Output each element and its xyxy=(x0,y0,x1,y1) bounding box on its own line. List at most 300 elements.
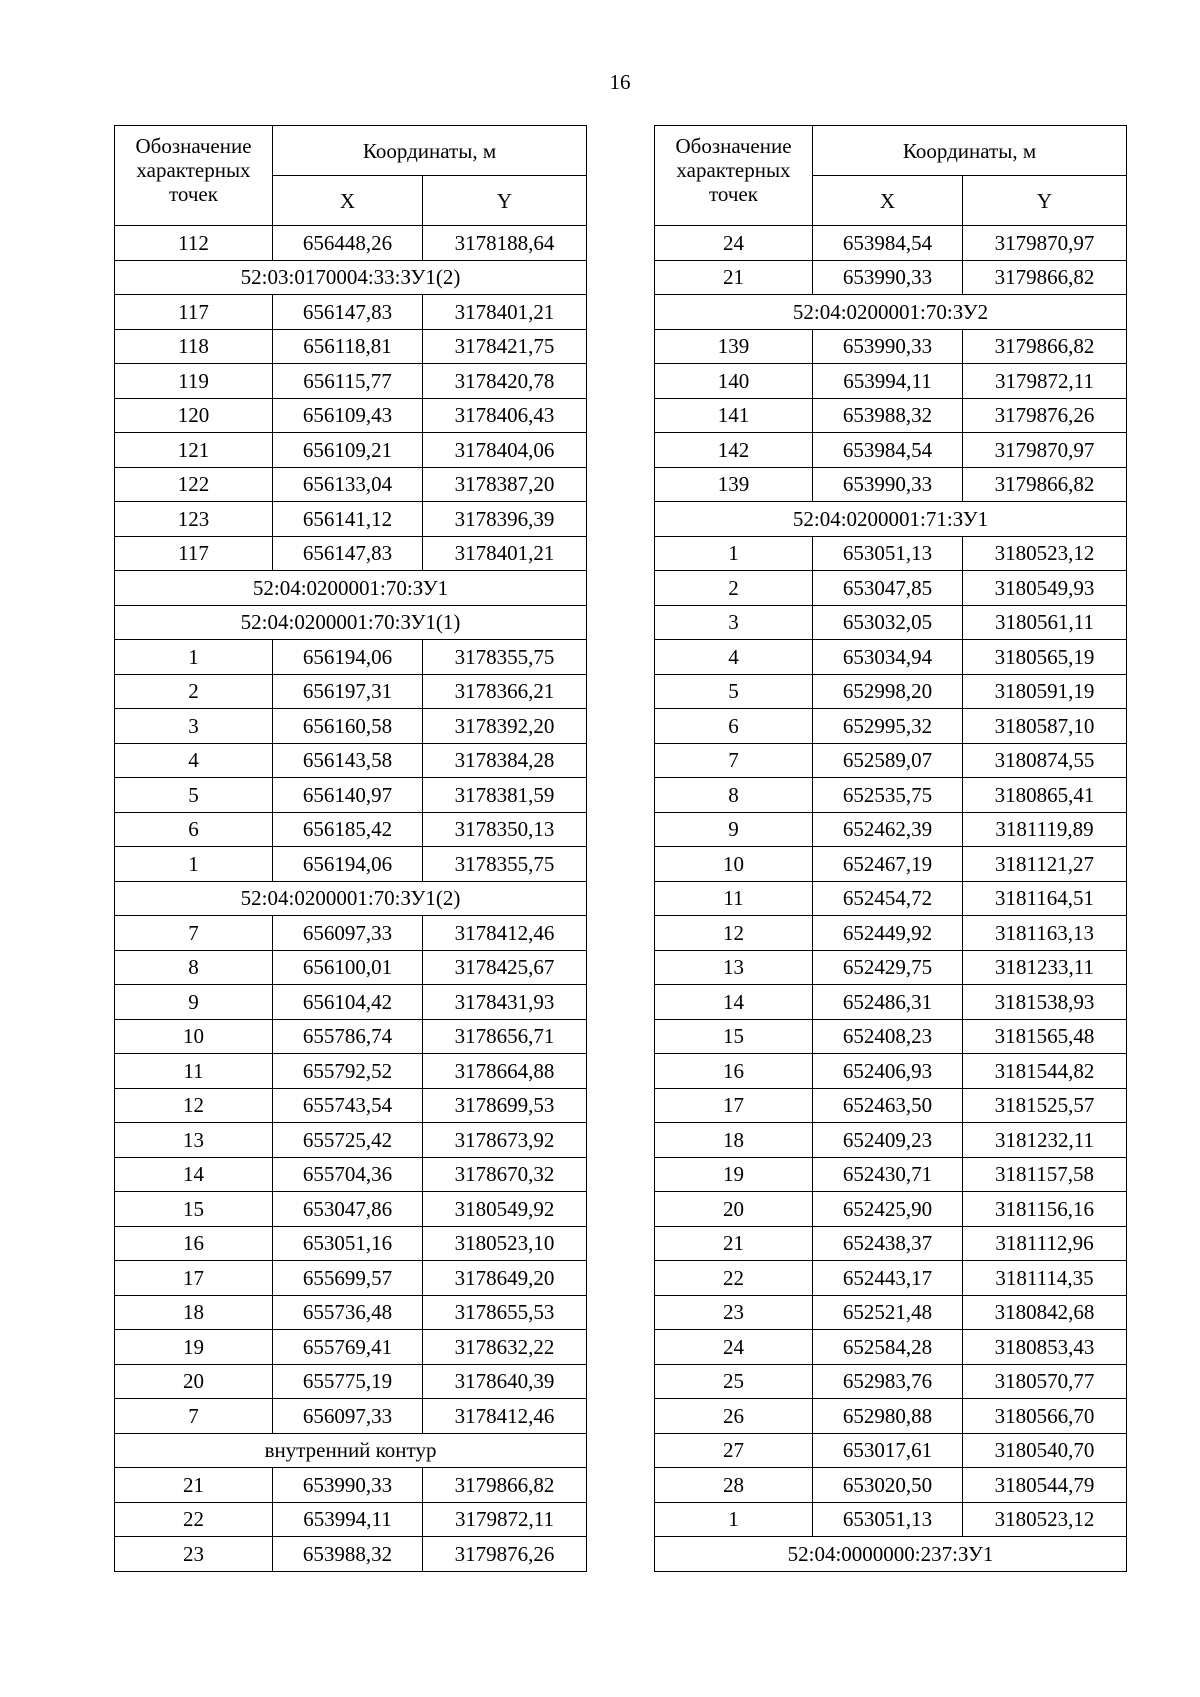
coord-x: 652995,32 xyxy=(813,709,963,744)
table-row xyxy=(655,536,1127,571)
section-row xyxy=(655,502,1127,537)
coord-y: 3178188,64 xyxy=(423,226,587,261)
section-row xyxy=(655,295,1127,330)
coord-y: 3179870,97 xyxy=(963,433,1127,468)
coord-x: 656118,81 xyxy=(273,329,423,364)
point-number: 24 xyxy=(655,1330,813,1365)
point-number: 11 xyxy=(115,1054,273,1089)
coord-y: 3181232,11 xyxy=(963,1123,1127,1158)
table-row xyxy=(115,1502,587,1537)
table-row xyxy=(655,985,1127,1020)
coord-x: 655786,74 xyxy=(273,1019,423,1054)
table-row xyxy=(655,916,1127,951)
coord-x: 652521,48 xyxy=(813,1295,963,1330)
coord-y: 3180565,19 xyxy=(963,640,1127,675)
coord-y: 3178350,13 xyxy=(423,812,587,847)
coord-x: 652430,71 xyxy=(813,1157,963,1192)
coord-x: 656109,21 xyxy=(273,433,423,468)
point-number: 140 xyxy=(655,364,813,399)
table-row xyxy=(115,1123,587,1158)
point-number: 123 xyxy=(115,502,273,537)
coord-y: 3180523,12 xyxy=(963,1502,1127,1537)
table-row xyxy=(115,812,587,847)
table-row xyxy=(655,364,1127,399)
coord-y: 3180523,10 xyxy=(423,1226,587,1261)
coord-y: 3180549,93 xyxy=(963,571,1127,606)
point-number: 8 xyxy=(655,778,813,813)
table-row xyxy=(115,674,587,709)
header-point-designation: Обозначение характерных точек xyxy=(115,126,273,226)
coord-y: 3178401,21 xyxy=(423,295,587,330)
coord-x: 656109,43 xyxy=(273,398,423,433)
point-number: 10 xyxy=(655,847,813,882)
point-number: 22 xyxy=(655,1261,813,1296)
section-label: 52:04:0000000:237:ЗУ1 xyxy=(655,1537,1127,1572)
coord-x: 652408,23 xyxy=(813,1019,963,1054)
point-number: 7 xyxy=(115,916,273,951)
point-number: 17 xyxy=(115,1261,273,1296)
coord-y: 3180874,55 xyxy=(963,743,1127,778)
coord-x: 656194,06 xyxy=(273,640,423,675)
table-row xyxy=(115,364,587,399)
table-row xyxy=(655,605,1127,640)
table-row xyxy=(655,1364,1127,1399)
coord-x: 652425,90 xyxy=(813,1192,963,1227)
coord-x: 656104,42 xyxy=(273,985,423,1020)
coord-x: 653051,13 xyxy=(813,1502,963,1537)
coord-y: 3181112,96 xyxy=(963,1226,1127,1261)
coord-y: 3181164,51 xyxy=(963,881,1127,916)
section-label: 52:04:0200001:70:ЗУ1(1) xyxy=(115,605,587,640)
coord-x: 656143,58 xyxy=(273,743,423,778)
point-number: 142 xyxy=(655,433,813,468)
point-number: 4 xyxy=(115,743,273,778)
coord-x: 655743,54 xyxy=(273,1088,423,1123)
coord-x: 656194,06 xyxy=(273,847,423,882)
point-number: 5 xyxy=(115,778,273,813)
section-row xyxy=(115,1433,587,1468)
coord-x: 652454,72 xyxy=(813,881,963,916)
coord-x: 653988,32 xyxy=(813,398,963,433)
table-row xyxy=(115,1054,587,1089)
table-row xyxy=(115,985,587,1020)
coord-y: 3178421,75 xyxy=(423,329,587,364)
coord-y: 3181544,82 xyxy=(963,1054,1127,1089)
point-number: 17 xyxy=(655,1088,813,1123)
table-row xyxy=(115,743,587,778)
point-number: 1 xyxy=(655,536,813,571)
coordinates-table-right xyxy=(654,125,1127,1572)
coord-y: 3180566,70 xyxy=(963,1399,1127,1434)
coord-x: 652462,39 xyxy=(813,812,963,847)
coord-y: 3178406,43 xyxy=(423,398,587,433)
coord-x: 652535,75 xyxy=(813,778,963,813)
coord-x: 653020,50 xyxy=(813,1468,963,1503)
table-row xyxy=(655,1295,1127,1330)
point-number: 18 xyxy=(655,1123,813,1158)
table-row xyxy=(115,950,587,985)
point-number: 2 xyxy=(115,674,273,709)
coord-y: 3178655,53 xyxy=(423,1295,587,1330)
page-number: 16 xyxy=(609,70,631,94)
coord-x: 652406,93 xyxy=(813,1054,963,1089)
coord-y: 3181233,11 xyxy=(963,950,1127,985)
table-row xyxy=(655,640,1127,675)
point-number: 9 xyxy=(115,985,273,1020)
point-number: 22 xyxy=(115,1502,273,1537)
table-row xyxy=(115,502,587,537)
section-row xyxy=(115,605,587,640)
table-row xyxy=(115,916,587,951)
table-row xyxy=(115,226,587,261)
coord-y: 3178664,88 xyxy=(423,1054,587,1089)
point-number: 139 xyxy=(655,329,813,364)
table-row xyxy=(655,1157,1127,1192)
coord-x: 653034,94 xyxy=(813,640,963,675)
table-row xyxy=(655,433,1127,468)
point-number: 14 xyxy=(655,985,813,1020)
coord-x: 653984,54 xyxy=(813,226,963,261)
coord-x: 655736,48 xyxy=(273,1295,423,1330)
table-row xyxy=(655,467,1127,502)
coord-x: 656160,58 xyxy=(273,709,423,744)
table-row xyxy=(655,571,1127,606)
coord-x: 652438,37 xyxy=(813,1226,963,1261)
point-number: 4 xyxy=(655,640,813,675)
table-row xyxy=(655,743,1127,778)
table-row xyxy=(655,1468,1127,1503)
header-x: X xyxy=(273,176,423,226)
point-number: 6 xyxy=(655,709,813,744)
coord-x: 653051,16 xyxy=(273,1226,423,1261)
point-number: 26 xyxy=(655,1399,813,1434)
coord-y: 3178366,21 xyxy=(423,674,587,709)
point-number: 3 xyxy=(655,605,813,640)
coord-x: 656097,33 xyxy=(273,916,423,951)
coord-y: 3181525,57 xyxy=(963,1088,1127,1123)
coord-y: 3179866,82 xyxy=(963,467,1127,502)
coord-x: 653994,11 xyxy=(813,364,963,399)
table-row xyxy=(115,1330,587,1365)
coord-y: 3178396,39 xyxy=(423,502,587,537)
table-row xyxy=(655,1054,1127,1089)
coord-x: 653051,13 xyxy=(813,536,963,571)
coord-x: 653990,33 xyxy=(273,1468,423,1503)
point-number: 24 xyxy=(655,226,813,261)
coord-x: 653990,33 xyxy=(813,329,963,364)
table-row xyxy=(115,847,587,882)
point-number: 112 xyxy=(115,226,273,261)
table-row xyxy=(115,398,587,433)
point-number: 117 xyxy=(115,295,273,330)
point-number: 1 xyxy=(115,847,273,882)
table-row xyxy=(655,1123,1127,1158)
table-row xyxy=(655,1088,1127,1123)
coord-x: 656133,04 xyxy=(273,467,423,502)
table-row xyxy=(655,1192,1127,1227)
coord-y: 3178425,67 xyxy=(423,950,587,985)
coord-y: 3178673,92 xyxy=(423,1123,587,1158)
point-number: 1 xyxy=(655,1502,813,1537)
table-body-left xyxy=(115,226,587,1572)
point-number: 16 xyxy=(655,1054,813,1089)
point-number: 18 xyxy=(115,1295,273,1330)
point-number: 21 xyxy=(655,260,813,295)
coord-x: 656197,31 xyxy=(273,674,423,709)
coord-y: 3179866,82 xyxy=(963,329,1127,364)
point-number: 19 xyxy=(115,1330,273,1365)
coord-x: 656115,77 xyxy=(273,364,423,399)
coord-y: 3179876,26 xyxy=(423,1537,587,1572)
coord-y: 3178404,06 xyxy=(423,433,587,468)
coord-y: 3178412,46 xyxy=(423,1399,587,1434)
point-number: 11 xyxy=(655,881,813,916)
coord-x: 652467,19 xyxy=(813,847,963,882)
coord-y: 3179876,26 xyxy=(963,398,1127,433)
point-number: 141 xyxy=(655,398,813,433)
coord-y: 3178649,20 xyxy=(423,1261,587,1296)
coordinates-table-left xyxy=(114,125,587,1572)
coord-y: 3178392,20 xyxy=(423,709,587,744)
table-row xyxy=(655,674,1127,709)
point-number: 25 xyxy=(655,1364,813,1399)
coord-y: 3178387,20 xyxy=(423,467,587,502)
table-row xyxy=(655,950,1127,985)
table-row xyxy=(115,1295,587,1330)
table-row xyxy=(115,778,587,813)
table-row xyxy=(115,1537,587,1572)
section-row xyxy=(655,1537,1127,1572)
table-row xyxy=(115,1019,587,1054)
coord-x: 653990,33 xyxy=(813,467,963,502)
point-number: 16 xyxy=(115,1226,273,1261)
coord-x: 656141,12 xyxy=(273,502,423,537)
table-row xyxy=(115,295,587,330)
point-number: 21 xyxy=(115,1468,273,1503)
point-number: 23 xyxy=(655,1295,813,1330)
coord-x: 655775,19 xyxy=(273,1364,423,1399)
coord-y: 3178632,22 xyxy=(423,1330,587,1365)
point-number: 13 xyxy=(655,950,813,985)
coord-x: 653988,32 xyxy=(273,1537,423,1572)
coord-x: 653047,86 xyxy=(273,1192,423,1227)
section-label: 52:04:0200001:70:ЗУ1(2) xyxy=(115,881,587,916)
table-row xyxy=(115,1157,587,1192)
coord-y: 3179866,82 xyxy=(423,1468,587,1503)
coord-y: 3178640,39 xyxy=(423,1364,587,1399)
section-row xyxy=(115,881,587,916)
coord-x: 655704,36 xyxy=(273,1157,423,1192)
coord-x: 656140,97 xyxy=(273,778,423,813)
point-number: 121 xyxy=(115,433,273,468)
point-number: 6 xyxy=(115,812,273,847)
point-number: 7 xyxy=(115,1399,273,1434)
section-row xyxy=(115,260,587,295)
coord-x: 652449,92 xyxy=(813,916,963,951)
header-coordinates: Координаты, м xyxy=(813,126,1127,176)
point-number: 117 xyxy=(115,536,273,571)
coord-x: 653990,33 xyxy=(813,260,963,295)
coord-y: 3178699,53 xyxy=(423,1088,587,1123)
header-coordinates: Координаты, м xyxy=(273,126,587,176)
point-number: 14 xyxy=(115,1157,273,1192)
point-number: 13 xyxy=(115,1123,273,1158)
coord-x: 652486,31 xyxy=(813,985,963,1020)
point-number: 3 xyxy=(115,709,273,744)
coord-y: 3181163,13 xyxy=(963,916,1127,951)
coord-x: 655725,42 xyxy=(273,1123,423,1158)
coord-x: 652443,17 xyxy=(813,1261,963,1296)
coord-x: 652589,07 xyxy=(813,743,963,778)
coord-x: 653984,54 xyxy=(813,433,963,468)
coord-x: 655769,41 xyxy=(273,1330,423,1365)
coord-x: 656448,26 xyxy=(273,226,423,261)
point-number: 120 xyxy=(115,398,273,433)
point-number: 8 xyxy=(115,950,273,985)
coord-x: 652429,75 xyxy=(813,950,963,985)
coord-y: 3180523,12 xyxy=(963,536,1127,571)
point-number: 20 xyxy=(115,1364,273,1399)
point-number: 10 xyxy=(115,1019,273,1054)
table-row xyxy=(115,1088,587,1123)
table-row xyxy=(115,709,587,744)
coord-x: 653032,05 xyxy=(813,605,963,640)
coord-y: 3178355,75 xyxy=(423,640,587,675)
coord-x: 652463,50 xyxy=(813,1088,963,1123)
table-row xyxy=(115,1364,587,1399)
coord-y: 3178381,59 xyxy=(423,778,587,813)
table-row xyxy=(115,467,587,502)
coord-y: 3181121,27 xyxy=(963,847,1127,882)
coord-x: 656185,42 xyxy=(273,812,423,847)
point-number: 12 xyxy=(115,1088,273,1123)
point-number: 7 xyxy=(655,743,813,778)
point-number: 20 xyxy=(655,1192,813,1227)
coord-y: 3181156,16 xyxy=(963,1192,1127,1227)
coord-x: 652998,20 xyxy=(813,674,963,709)
coord-y: 3178656,71 xyxy=(423,1019,587,1054)
coord-x: 653047,85 xyxy=(813,571,963,606)
coord-x: 656100,01 xyxy=(273,950,423,985)
table-row xyxy=(655,1502,1127,1537)
coord-x: 655792,52 xyxy=(273,1054,423,1089)
table-row xyxy=(115,1468,587,1503)
coord-y: 3178401,21 xyxy=(423,536,587,571)
coord-x: 653994,11 xyxy=(273,1502,423,1537)
coord-y: 3181565,48 xyxy=(963,1019,1127,1054)
point-number: 122 xyxy=(115,467,273,502)
coord-y: 3179866,82 xyxy=(963,260,1127,295)
table-row xyxy=(115,1192,587,1227)
coord-y: 3178670,32 xyxy=(423,1157,587,1192)
coord-x: 656147,83 xyxy=(273,536,423,571)
coord-y: 3181157,58 xyxy=(963,1157,1127,1192)
coord-x: 652983,76 xyxy=(813,1364,963,1399)
table-row xyxy=(655,847,1127,882)
coord-y: 3180549,92 xyxy=(423,1192,587,1227)
table-row xyxy=(655,329,1127,364)
coord-y: 3180570,77 xyxy=(963,1364,1127,1399)
coord-x: 656097,33 xyxy=(273,1399,423,1434)
point-number: 119 xyxy=(115,364,273,399)
point-number: 139 xyxy=(655,467,813,502)
table-row xyxy=(115,640,587,675)
section-label: 52:03:0170004:33:ЗУ1(2) xyxy=(115,260,587,295)
table-row xyxy=(115,433,587,468)
coord-y: 3180587,10 xyxy=(963,709,1127,744)
table-row xyxy=(115,1261,587,1296)
coord-y: 3181119,89 xyxy=(963,812,1127,847)
table-row xyxy=(655,260,1127,295)
coord-y: 3181538,93 xyxy=(963,985,1127,1020)
point-number: 21 xyxy=(655,1226,813,1261)
coord-x: 652409,23 xyxy=(813,1123,963,1158)
coord-y: 3178384,28 xyxy=(423,743,587,778)
coord-y: 3180842,68 xyxy=(963,1295,1127,1330)
section-label: 52:04:0200001:70:ЗУ2 xyxy=(655,295,1127,330)
table-row xyxy=(655,778,1127,813)
coord-y: 3179872,11 xyxy=(423,1502,587,1537)
point-number: 118 xyxy=(115,329,273,364)
point-number: 28 xyxy=(655,1468,813,1503)
coord-y: 3179872,11 xyxy=(963,364,1127,399)
point-number: 12 xyxy=(655,916,813,951)
table-row xyxy=(115,536,587,571)
header-y: Y xyxy=(423,176,587,226)
table-row xyxy=(655,398,1127,433)
table-row xyxy=(655,1226,1127,1261)
header-y: Y xyxy=(963,176,1127,226)
table-row xyxy=(655,1330,1127,1365)
point-number: 15 xyxy=(115,1192,273,1227)
table-body-right xyxy=(655,226,1127,1572)
coord-x: 653017,61 xyxy=(813,1433,963,1468)
point-number: 9 xyxy=(655,812,813,847)
coord-x: 655699,57 xyxy=(273,1261,423,1296)
table-row xyxy=(655,226,1127,261)
section-label: 52:04:0200001:70:ЗУ1 xyxy=(115,571,587,606)
table-row xyxy=(115,1226,587,1261)
header-x: X xyxy=(813,176,963,226)
coord-y: 3178420,78 xyxy=(423,364,587,399)
coord-y: 3180865,41 xyxy=(963,778,1127,813)
point-number: 2 xyxy=(655,571,813,606)
section-row xyxy=(115,571,587,606)
coord-y: 3180540,70 xyxy=(963,1433,1127,1468)
coord-y: 3180853,43 xyxy=(963,1330,1127,1365)
point-number: 5 xyxy=(655,674,813,709)
coord-x: 652584,28 xyxy=(813,1330,963,1365)
header-point-designation: Обозначение характерных точек xyxy=(655,126,813,226)
table-row xyxy=(655,881,1127,916)
coord-y: 3179870,97 xyxy=(963,226,1127,261)
table-row xyxy=(655,812,1127,847)
coord-x: 656147,83 xyxy=(273,295,423,330)
coord-y: 3178412,46 xyxy=(423,916,587,951)
coord-y: 3178431,93 xyxy=(423,985,587,1020)
coord-y: 3181114,35 xyxy=(963,1261,1127,1296)
table-row xyxy=(655,709,1127,744)
point-number: 27 xyxy=(655,1433,813,1468)
coord-y: 3178355,75 xyxy=(423,847,587,882)
point-number: 23 xyxy=(115,1537,273,1572)
table-row xyxy=(655,1433,1127,1468)
point-number: 19 xyxy=(655,1157,813,1192)
coord-y: 3180544,79 xyxy=(963,1468,1127,1503)
point-number: 15 xyxy=(655,1019,813,1054)
coord-y: 3180561,11 xyxy=(963,605,1127,640)
coord-y: 3180591,19 xyxy=(963,674,1127,709)
